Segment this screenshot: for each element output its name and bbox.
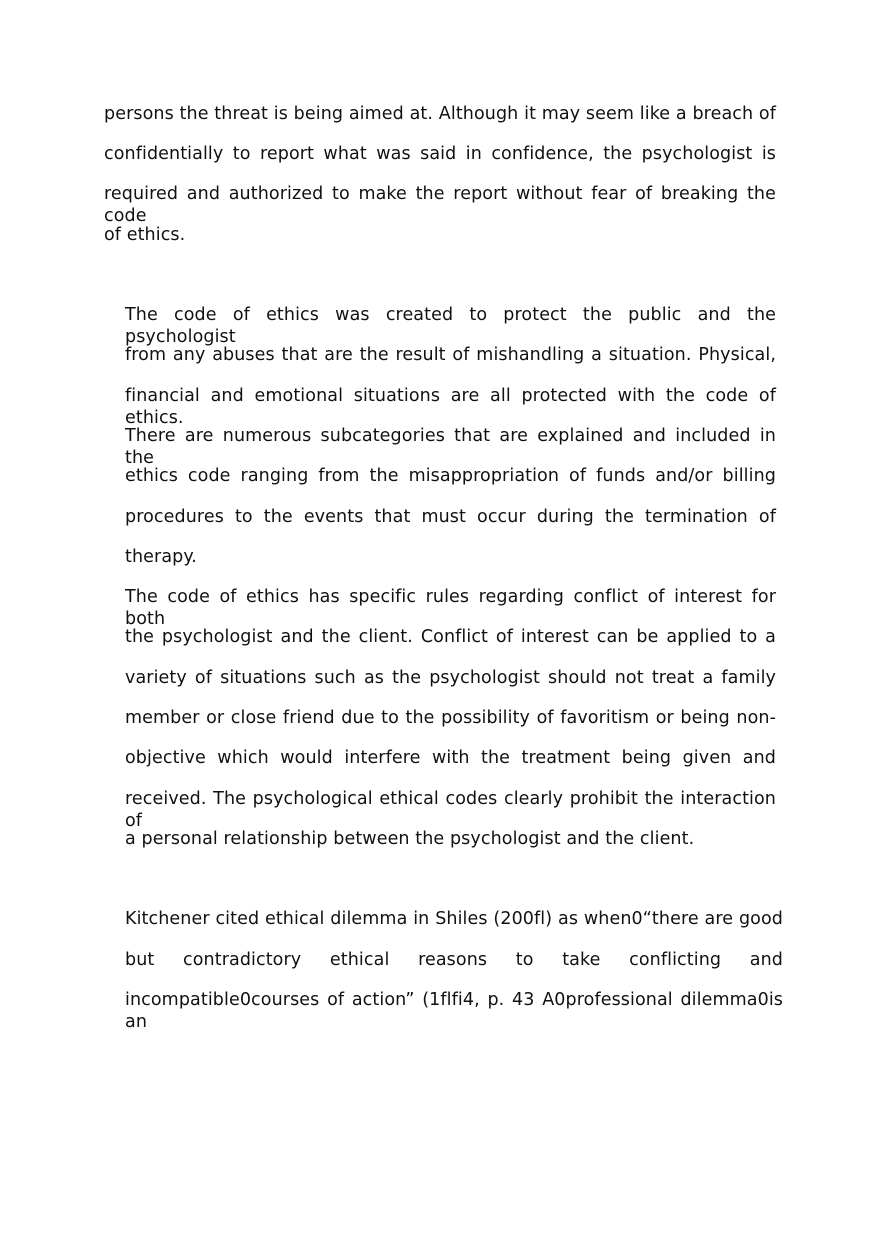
text-line: The code of ethics was created to protect the public and the psychologist xyxy=(125,305,776,347)
text-line: required and authorized to make the report without fear of breaking the code xyxy=(104,184,776,226)
text-line: procedures to the events that must occur during the termination of xyxy=(125,507,776,527)
text-line: received. The psychological ethical codes clearly prohibit the interaction of xyxy=(125,789,776,831)
text-line: variety of situations such as the psychologist should not treat a family xyxy=(125,668,776,688)
text-line: persons the threat is being aimed at. Although it may seem like a breach of xyxy=(104,104,776,124)
text-line: objective which would interfere with the treatment being given and xyxy=(125,748,776,768)
text-line: the psychologist and the client. Conflict of interest can be applied to a xyxy=(125,627,776,647)
text-line: incompatible0courses of action” (1flfi4, p. 43 A0professional dilemma0is an xyxy=(125,990,783,1032)
text-line: but contradictory ethical reasons to take conflicting and xyxy=(125,950,783,970)
text-line: Kitchener cited ethical dilemma in Shiles (200fl) as when0“there are good xyxy=(125,909,783,929)
text-line: a personal relationship between the psychologist and the client. xyxy=(125,829,695,849)
text-line: The code of ethics has specific rules regarding conflict of interest for both xyxy=(125,587,776,629)
text-line: member or close friend due to the possibility of favoritism or being non- xyxy=(125,708,776,728)
text-line: therapy. xyxy=(125,547,197,567)
text-line: There are numerous subcategories that are explained and included in the xyxy=(125,426,776,468)
text-line: ethics code ranging from the misappropriation of funds and/or billing xyxy=(125,466,776,486)
text-line: of ethics. xyxy=(104,225,186,245)
text-line: confidentially to report what was said in confidence, the psychologist is xyxy=(104,144,776,164)
text-line: from any abuses that are the result of mishandling a situation. Physical, xyxy=(125,345,776,365)
text-line: financial and emotional situations are all protected with the code of ethics. xyxy=(125,386,776,428)
